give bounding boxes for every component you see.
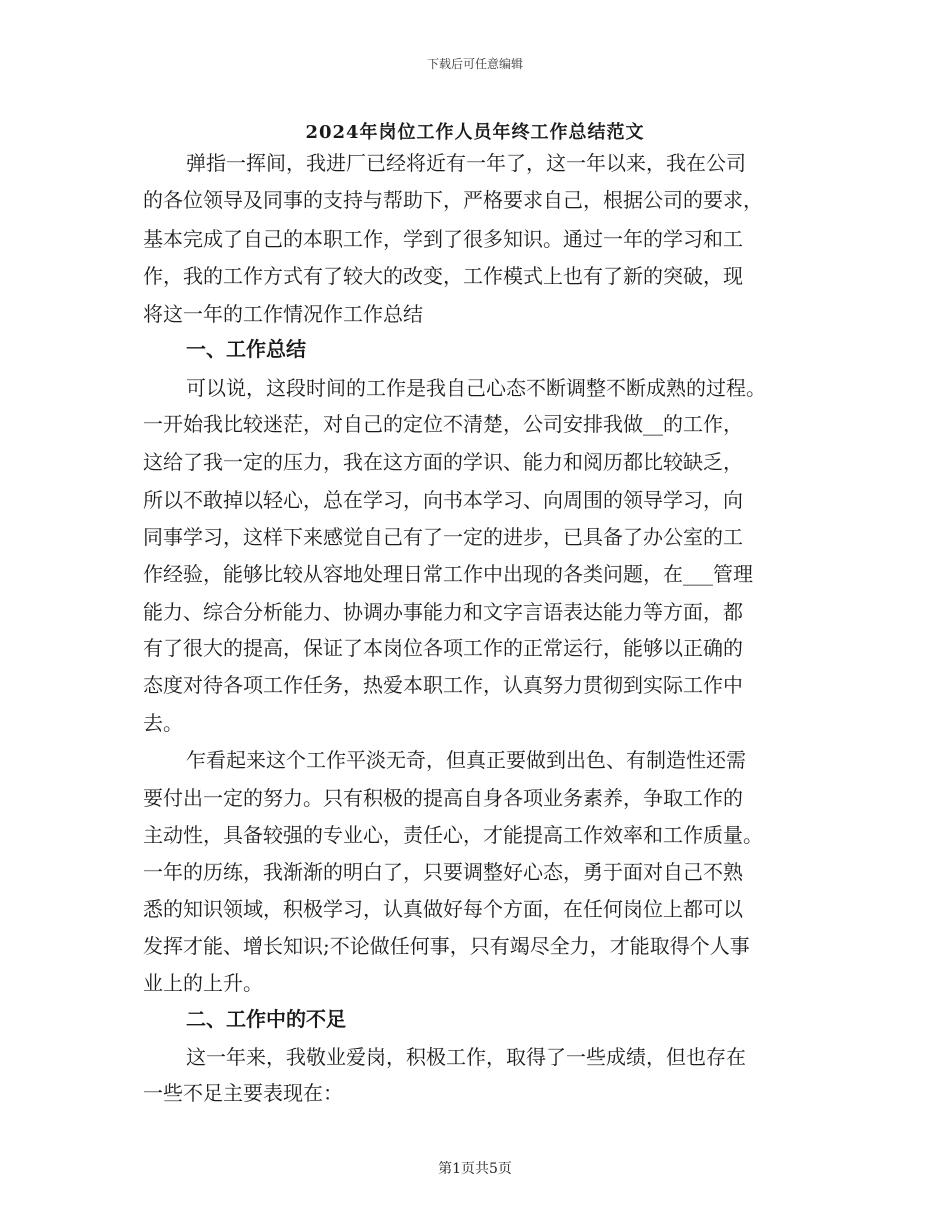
document-title: 2024年岗位工作人员年终工作总结范文 [305, 122, 645, 143]
body-line: 发挥才能、增长知识;不论做任何事，只有竭尽全力，才能取得个人事 [143, 934, 750, 958]
body-line: 可以说，这段时间的工作是我自己心态不断调整不断成熟的过程。 [186, 376, 766, 400]
body-line: 这一年来，我敬业爱岗，积极工作，取得了一些成绩，但也存在 [186, 1045, 746, 1069]
body-line: 业上的上升。 [143, 971, 263, 995]
body-line: 主动性，具备较强的专业心，责任心，才能提高工作效率和工作质量。 [143, 823, 763, 847]
body-line: 作经验，能够比较从容地处理日常工作中出现的各类问题，在___管理 [143, 562, 753, 586]
section-heading: 二、工作中的不足 [186, 1007, 346, 1031]
body-line: 这给了我一定的压力，我在这方面的学识、能力和阅历都比较缺乏， [143, 450, 743, 474]
body-line: 有了很大的提高，保证了本岗位各项工作的正常运行，能够以正确的 [143, 636, 743, 660]
body-line: 一些不足主要表现在： [143, 1081, 343, 1105]
body-line: 所以不敢掉以轻心，总在学习，向书本学习、向周围的领导学习，向 [143, 488, 743, 512]
body-line: 一年的历练，我渐渐的明白了，只要调整好心态，勇于面对自己不熟 [143, 860, 743, 884]
body-line: 一开始我比较迷茫，对自己的定位不清楚，公司安排我做__的工作， [143, 412, 743, 436]
body-line: 能力、综合分析能力、协调办事能力和文字言语表达能力等方面，都 [143, 600, 743, 624]
body-line: 的各位领导及同事的支持与帮助下，严格要求自己，根据公司的要求， [143, 188, 763, 212]
body-line: 将这一年的工作情况作工作总结 [143, 302, 423, 326]
section-heading: 一、工作总结 [186, 337, 306, 361]
body-line: 去。 [143, 711, 183, 735]
body-line: 悉的知识领域，积极学习，认真做好每个方面，在任何岗位上都可以 [143, 897, 743, 921]
body-line: 弹指一挥间，我进厂已经将近有一年了，这一年以来，我在公司 [186, 151, 746, 175]
page-footer: 第1页共5页 [438, 1161, 512, 1177]
body-line: 基本完成了自己的本职工作，学到了很多知识。通过一年的学习和工 [143, 227, 743, 251]
page-header: 下载后可任意编辑 [426, 57, 523, 71]
body-line: 同事学习，这样下来感觉自己有了一定的进步，已具备了办公室的工 [143, 525, 743, 549]
body-line: 作，我的工作方式有了较大的改变，工作模式上也有了新的突破，现 [143, 264, 743, 288]
body-line: 态度对待各项工作任务，热爱本职工作，认真努力贯彻到实际工作中 [143, 673, 743, 697]
body-line: 乍看起来这个工作平淡无奇，但真正要做到出色、有制造性还需 [186, 748, 746, 772]
body-line: 要付出一定的努力。只有积极的提高自身各项业务素养，争取工作的 [143, 786, 743, 810]
